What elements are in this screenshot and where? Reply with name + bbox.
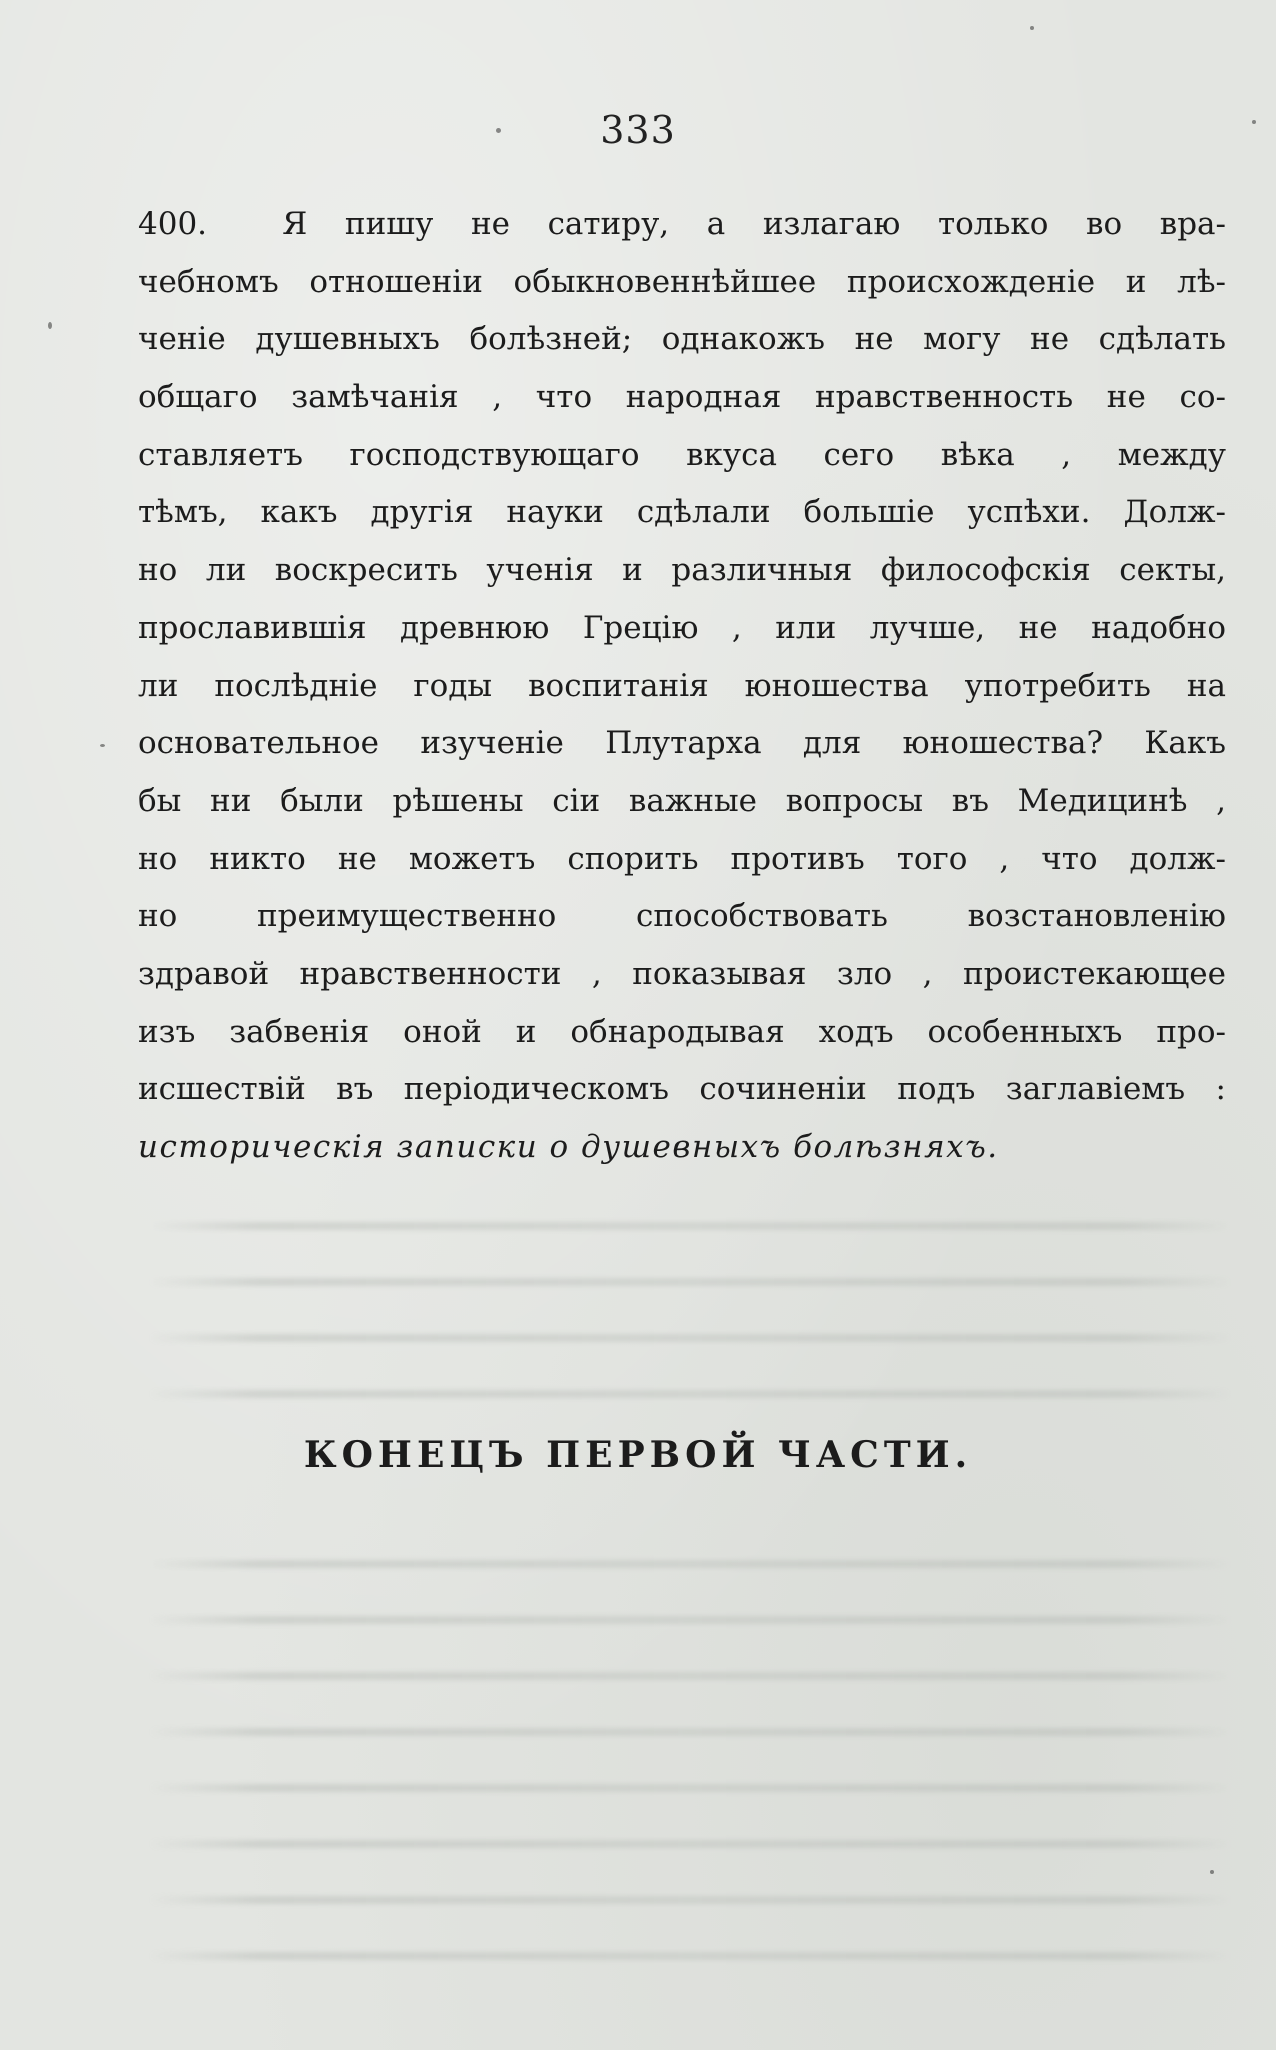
bleed-through-line xyxy=(150,1728,1230,1736)
paper-speck xyxy=(48,322,52,329)
bleed-through-line xyxy=(150,1560,1230,1568)
text-line xyxy=(138,196,1226,254)
text-line: исшествій въ періодическомъ сочиненіи подъ заглавіемъ : xyxy=(138,1071,1226,1108)
bleed-through-line xyxy=(150,1672,1230,1680)
paper-speck xyxy=(1030,26,1034,30)
text-line: бы ни были рѣшены сіи важные вопросы въ Медицинѣ , xyxy=(138,782,1226,819)
paper-speck xyxy=(1210,1870,1214,1874)
text-line: но никто не можетъ спорить противъ того , что долж- xyxy=(138,840,1226,877)
page-number: 333 xyxy=(600,108,676,152)
bleed-through-line xyxy=(150,1222,1230,1230)
text-line: ли послѣдніе годы воспитанія юношества употребить на xyxy=(138,667,1226,704)
text-line: чебномъ отношеніи обыкновеннѣйшее происхожденіе и лѣ- xyxy=(138,263,1226,300)
bleed-through-line xyxy=(150,1616,1230,1624)
text-line: основательное изученіе Плутарха для юношества? Какъ xyxy=(138,725,1226,762)
bleed-through-line xyxy=(150,1784,1230,1792)
bleed-through-line xyxy=(150,1278,1230,1286)
paper-speck xyxy=(100,744,105,747)
paragraph-number: 400. xyxy=(138,206,208,242)
paragraph xyxy=(138,196,1226,1177)
text-line: изъ забвенія оной и обнародывая ходъ особенныхъ про- xyxy=(138,1013,1226,1050)
text-line: ставляетъ господствующаго вкуса сего вѣка , между xyxy=(138,436,1226,473)
bleed-through-line xyxy=(150,1896,1230,1904)
italic-title-line: историческія записки о душевныхъ болѣзняхъ. xyxy=(138,1129,999,1165)
text-line: но ли воскресить ученія и различныя философскія секты, xyxy=(138,552,1226,589)
text-line: здравой нравственности , показывая зло , проистекающее xyxy=(138,955,1226,992)
bleed-through-line xyxy=(150,1334,1230,1342)
part-end-heading: КОНЕЦЪ ПЕРВОЙ ЧАСТИ. xyxy=(303,1434,973,1476)
bleed-through-line xyxy=(150,1390,1230,1398)
text-line-content: Я пишу не сатиру, а излагаю только во вра- xyxy=(282,206,1226,242)
text-line: общаго замѣчанія , что народная нравственность не со- xyxy=(138,379,1226,416)
text-line: ченіе душевныхъ болѣзней; однакожъ не могу не сдѣлать xyxy=(138,321,1226,358)
bleed-through-line xyxy=(150,1840,1230,1848)
text-line: но преимущественно способствовать возстановленію xyxy=(138,898,1226,935)
bleed-through-line xyxy=(150,1952,1230,1960)
text-line: прославившія древнюю Грецію , или лучше, не надобно xyxy=(138,609,1226,646)
text-line: тѣмъ, какъ другія науки сдѣлали большіе успѣхи. Долж- xyxy=(138,494,1226,531)
